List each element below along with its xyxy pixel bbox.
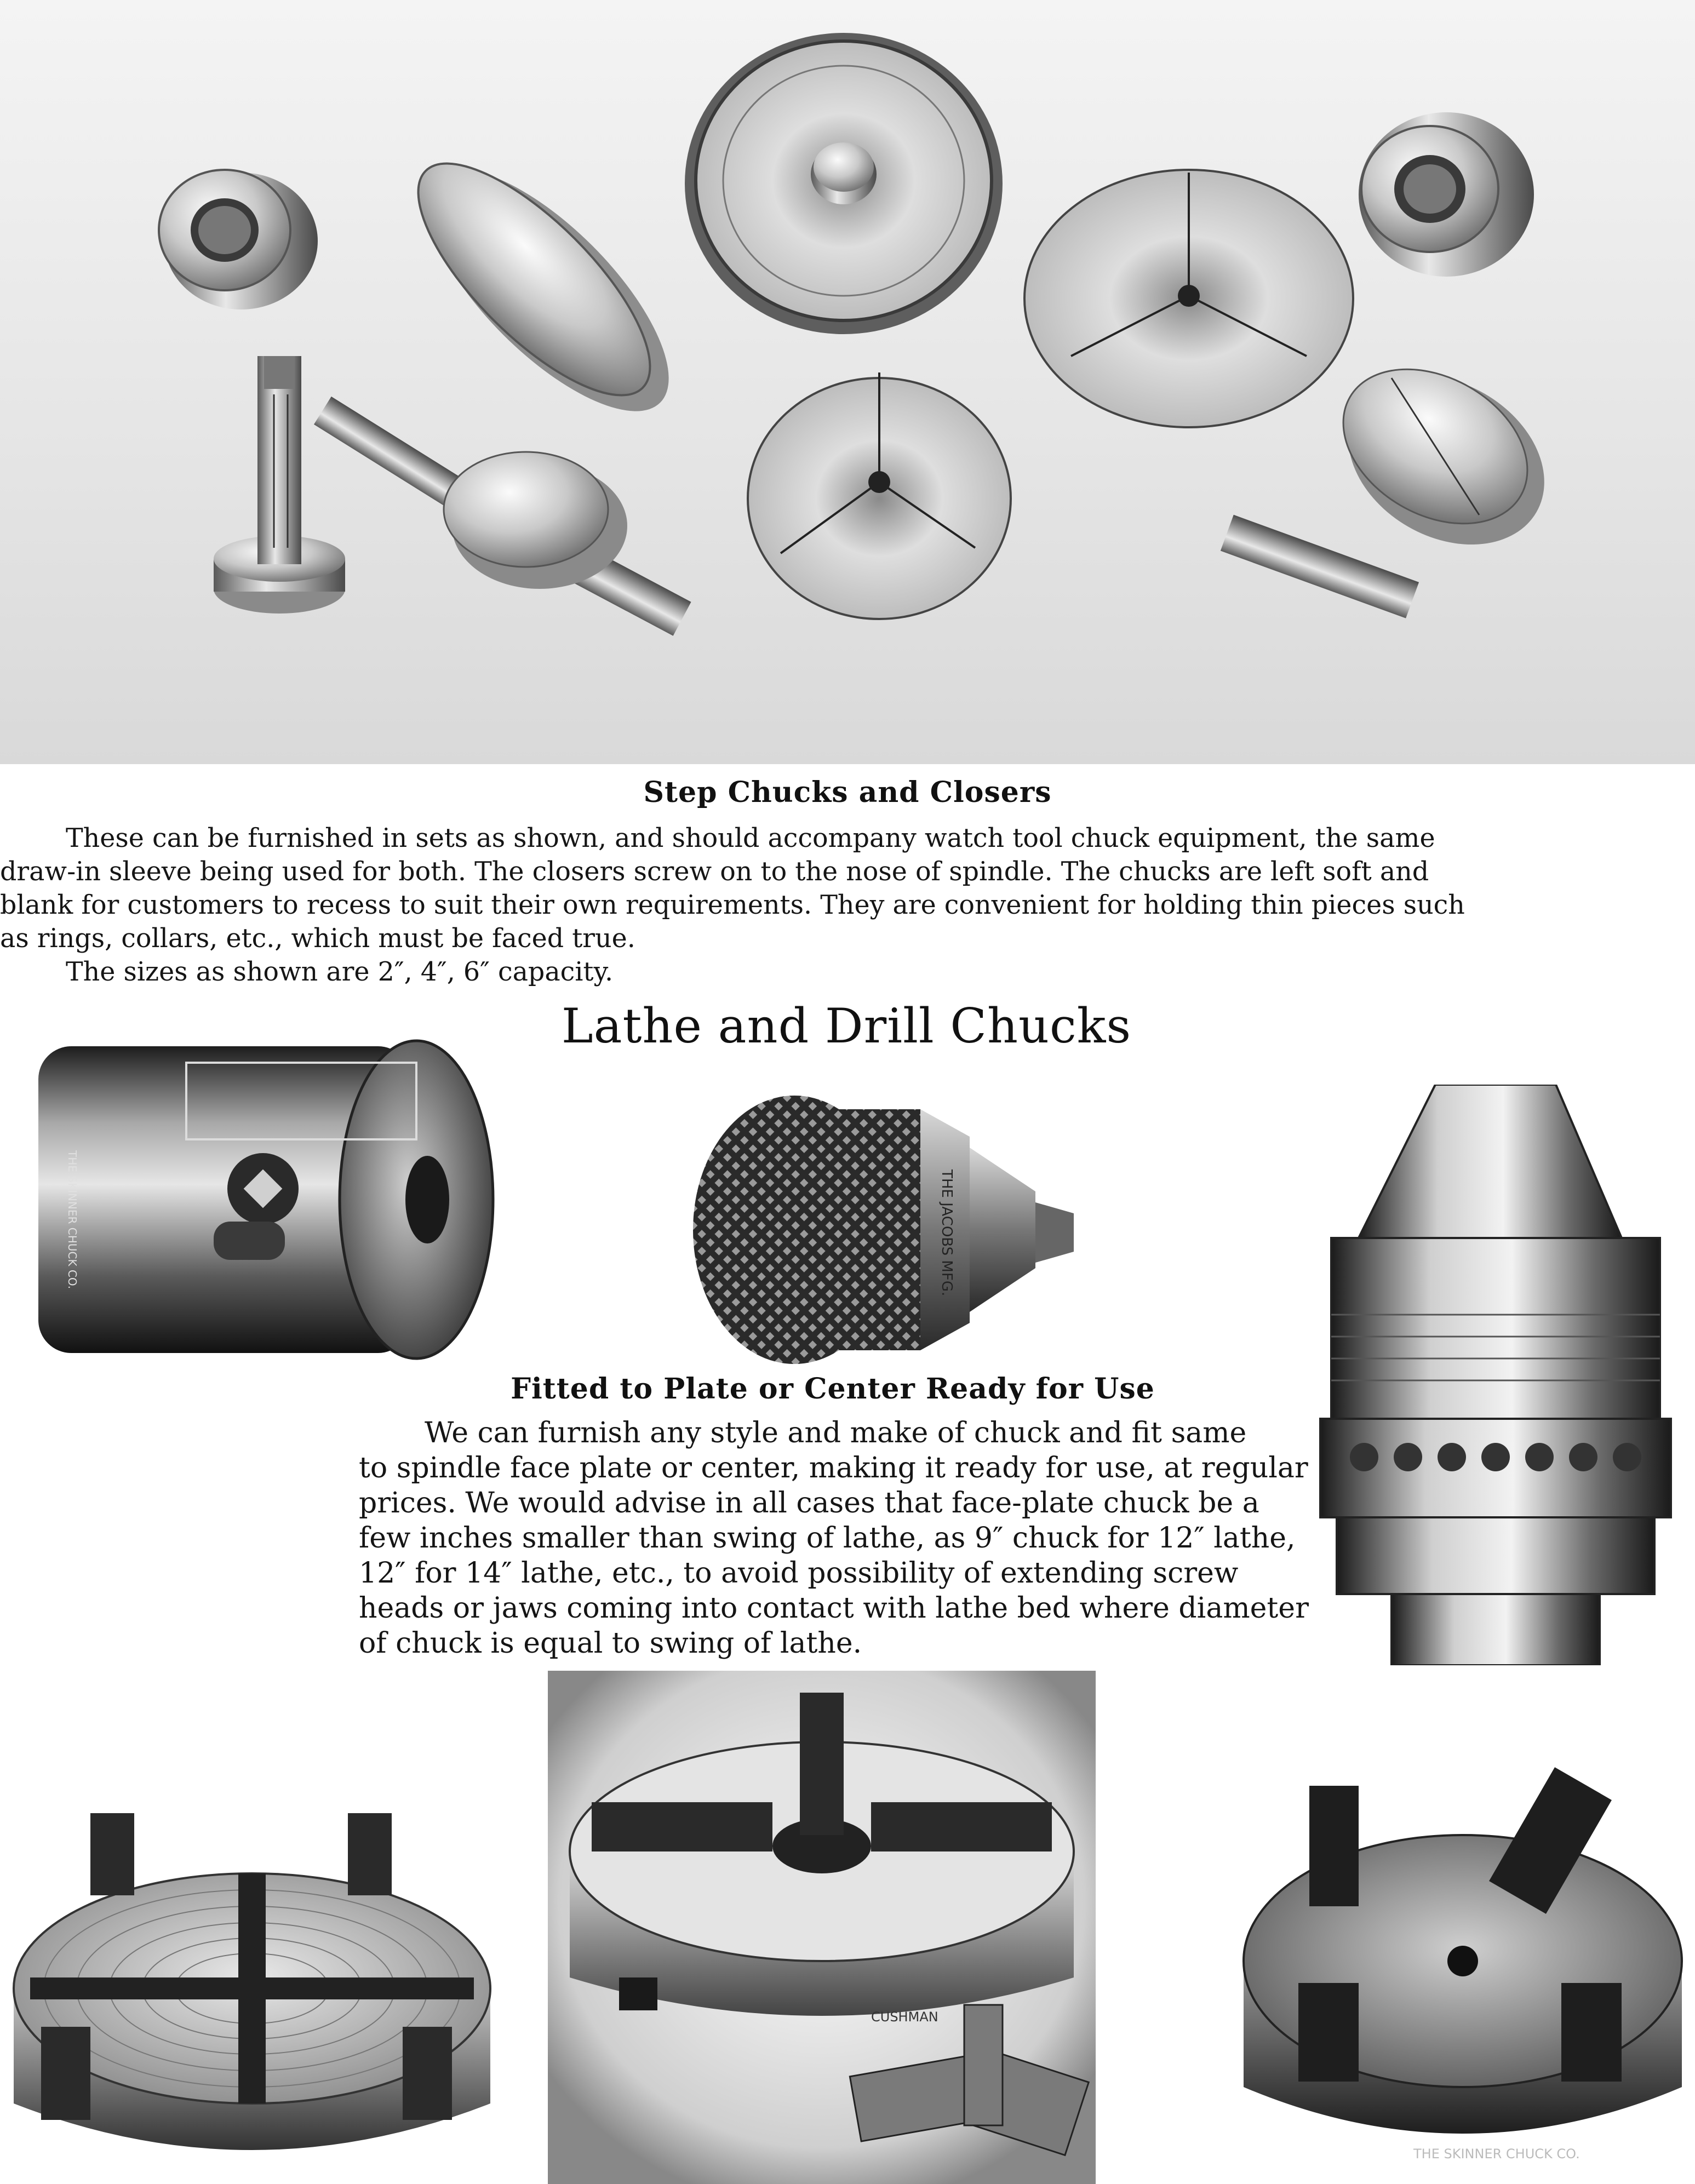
cushman-three-jaw-chuck-photo <box>548 1671 1096 2184</box>
jacobs-drill-chuck-photo <box>685 1076 1085 1378</box>
lathe-drill-chucks-heading: Lathe and Drill Chucks <box>561 998 1132 1054</box>
paragraph-line: 12″ for 14″ lathe, etc., to avoid possibility of extending screw <box>359 1557 1239 1590</box>
paragraph-line: The sizes as shown are 2″, 4″, 6″ capacity. <box>66 957 614 987</box>
fitted-paragraph <box>359 1415 1334 1661</box>
skinner-side-marking: THE SKINNER CHUCK CO. <box>66 1150 79 1289</box>
paragraph-line: as rings, collars, etc., which must be faced true. <box>0 924 635 954</box>
step-chuck-three-segment-b <box>1024 170 1353 427</box>
step-chucks-paragraph <box>0 822 1695 989</box>
cushman-marking: CUSHMAN <box>871 2009 938 2025</box>
step-chucks-closers-photo <box>0 0 1695 764</box>
step-chuck-three-segment-a <box>748 372 1011 619</box>
paragraph-line: to spindle face plate or center, making it ready for use, at regular <box>359 1452 1308 1484</box>
closer-large-face <box>685 33 1003 334</box>
skinner-bottom-marking: THE SKINNER CHUCK CO. <box>1413 2146 1580 2162</box>
closer-ring-right <box>1359 112 1534 277</box>
paragraph-line: draw-in sleeve being used for both. The closers screw on to the nose of spindle. The chucks are left soft and <box>0 857 1429 887</box>
skinner-lathe-chuck-photo <box>16 1013 509 1380</box>
paragraph-line: of chuck is equal to swing of lathe. <box>359 1627 862 1660</box>
paragraph-line: We can furnish any style and make of chuck and fit same <box>425 1417 1247 1449</box>
paragraph-line: blank for customers to recess to suit their own requirements. They are convenient for holding thin pieces such <box>0 890 1465 920</box>
fitted-heading: Fitted to Plate or Center Ready for Use <box>511 1372 1155 1406</box>
cutaway-drill-chuck-photo <box>1315 1085 1676 1665</box>
jacobs-marking: THE JACOBS MFG. <box>938 1170 955 1297</box>
paragraph-line: heads or jaws coming into contact with lathe bed where diameter <box>359 1592 1309 1625</box>
step-chucks-heading: Step Chucks and Closers <box>643 776 1052 809</box>
paragraph-line: prices. We would advise in all cases that face-plate chuck be a <box>359 1487 1259 1520</box>
skinner-combination-chuck-photo <box>1233 1764 1693 2184</box>
four-jaw-chuck-photo <box>8 1769 496 2184</box>
step-chuck-puck <box>444 452 691 636</box>
collet-vertical <box>214 356 345 614</box>
closer-ring-left <box>159 170 318 309</box>
paragraph-line: These can be furnished in sets as shown, and should accompany watch tool chuck equipment, the same <box>66 823 1435 853</box>
paragraph-line: few inches smaller than swing of lathe, as 9″ chuck for 12″ lathe, <box>359 1522 1296 1555</box>
